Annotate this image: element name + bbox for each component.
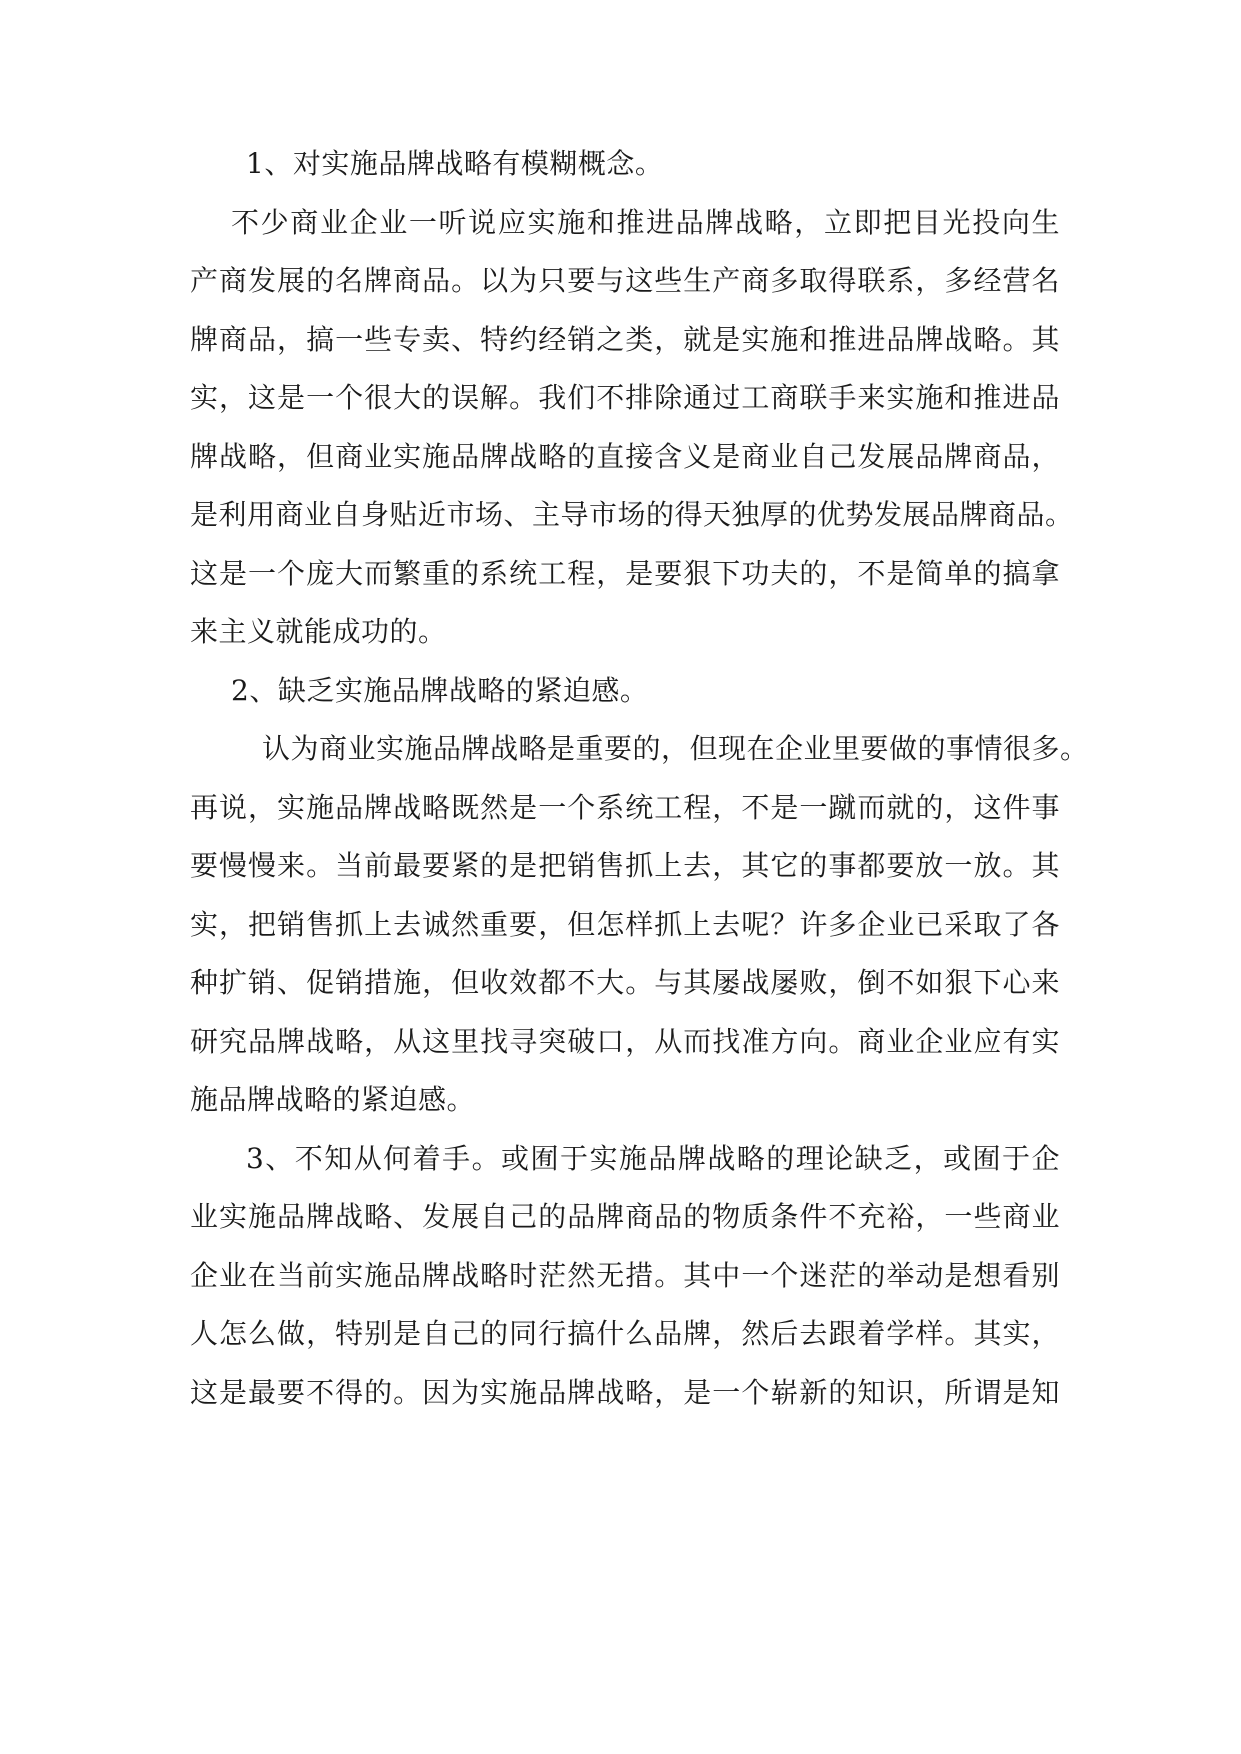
paragraph-line: 产商发展的名牌商品。以为只要与这些生产商多取得联系，多经营名	[190, 264, 1060, 297]
section-heading-1: 1、对实施品牌战略有模糊概念。	[246, 147, 664, 180]
paragraph-line: 施品牌战略的紧迫感。	[190, 1083, 476, 1116]
paragraph-line: 人怎么做，特别是自己的同行搞什么品牌，然后去跟着学样。其实，	[190, 1317, 1060, 1350]
paragraph-line: 企业在当前实施品牌战略时茫然无措。其中一个迷茫的举动是想看别	[190, 1259, 1060, 1292]
paragraph-line: 认为商业实施品牌战略是重要的，但现在企业里要做的事情很多。	[262, 732, 1089, 765]
paragraph-line: 牌战略，但商业实施品牌战略的直接含义是商业自己发展品牌商品，	[190, 440, 1060, 473]
paragraph-line: 业实施品牌战略、发展自己的品牌商品的物质条件不充裕，一些商业	[190, 1200, 1060, 1233]
paragraph-line: 这是最要不得的。因为实施品牌战略，是一个崭新的知识，所谓是知	[190, 1376, 1060, 1409]
paragraph-line: 是利用商业自身贴近市场、主导市场的得天独厚的优势发展品牌商品。	[190, 498, 1074, 531]
paragraph-line: 要慢慢来。当前最要紧的是把销售抓上去，其它的事都要放一放。其	[190, 849, 1060, 882]
paragraph-line: 研究品牌战略，从这里找寻突破口，从而找准方向。商业企业应有实	[190, 1025, 1060, 1058]
paragraph-line: 3、不知从何着手。或囿于实施品牌战略的理论缺乏，或囿于企	[246, 1142, 1060, 1175]
paragraph-line: 再说，实施品牌战略既然是一个系统工程，不是一蹴而就的，这件事	[190, 791, 1060, 824]
paragraph-line: 实，把销售抓上去诚然重要，但怎样抓上去呢？许多企业已采取了各	[190, 908, 1060, 941]
paragraph-line: 不少商业企业一听说应实施和推进品牌战略，立即把目光投向生	[231, 206, 1060, 239]
paragraph-line: 种扩销、促销措施，但收效都不大。与其屡战屡败，倒不如狠下心来	[190, 966, 1060, 999]
paragraph-line: 来主义就能成功的。	[190, 615, 447, 648]
paragraph-line: 牌商品，搞一些专卖、特约经销之类，就是实施和推进品牌战略。其	[190, 323, 1060, 356]
paragraph-line: 实，这是一个很大的误解。我们不排除通过工商联手来实施和推进品	[190, 381, 1060, 414]
section-heading-2: 2、缺乏实施品牌战略的紧迫感。	[231, 674, 649, 707]
paragraph-line: 这是一个庞大而繁重的系统工程，是要狠下功夫的，不是简单的搞拿	[190, 557, 1060, 590]
